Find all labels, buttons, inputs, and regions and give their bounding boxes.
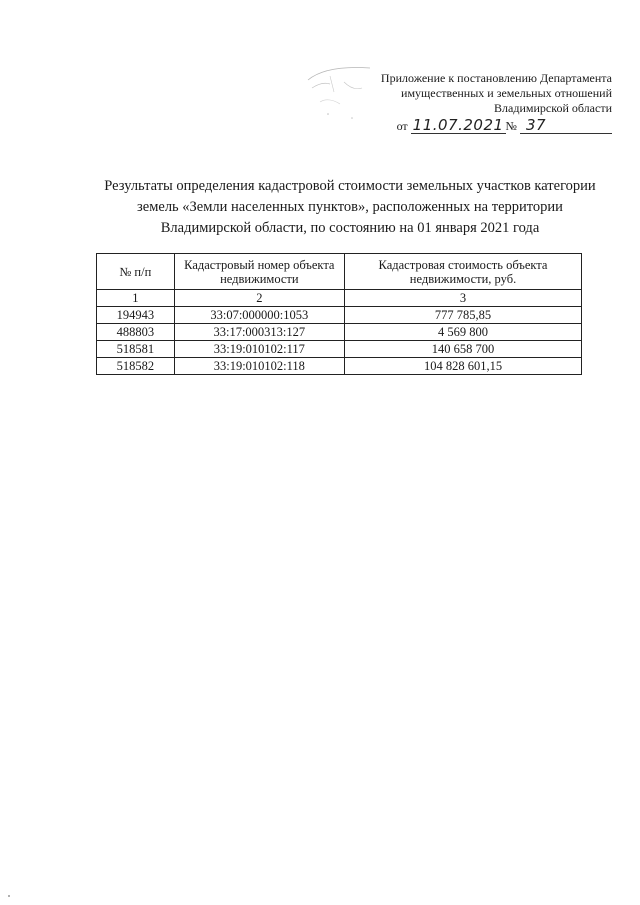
row-number: 518582	[97, 358, 175, 375]
table-row	[97, 358, 582, 375]
cadastral-number: 33:19:010102:117	[174, 341, 344, 358]
document-title	[60, 176, 640, 239]
table-row	[97, 324, 582, 341]
date-prefix: от	[396, 119, 408, 133]
cadastral-number: 33:17:000313:127	[174, 324, 344, 341]
row-number: 488803	[97, 324, 175, 341]
title-line-1: Результаты определения кадастровой стоимости земельных участков категории	[104, 178, 596, 194]
cadastral-number: 33:07:000000:1053	[174, 307, 344, 324]
cadastral-number: 33:19:010102:118	[174, 358, 344, 375]
header-number: № п/п	[97, 254, 175, 290]
header-cadastral-number: Кадастровый номер объекта недвижимости	[174, 254, 344, 290]
column-number: 2	[174, 290, 344, 307]
title-line-3: Владимирской области, по состоянию на 01 января 2021 года	[160, 220, 540, 236]
table-header-row	[97, 254, 582, 290]
row-number: 518581	[97, 341, 175, 358]
table-row	[97, 307, 582, 324]
table-row	[97, 341, 582, 358]
scan-speck	[8, 895, 10, 897]
cadastral-value: 777 785,85	[345, 307, 582, 324]
cadastral-value: 104 828 601,15	[345, 358, 582, 375]
title-line-2: земель «Земли населенных пунктов», расположенных на территории	[137, 199, 563, 215]
column-number: 3	[345, 290, 582, 307]
cadastral-value: 4 569 800	[345, 324, 582, 341]
handwritten-date: 11.07.2021	[412, 116, 504, 134]
column-number: 1	[97, 290, 175, 307]
appendix-line-2: имущественных и земельных отношений	[401, 86, 612, 100]
header-cadastral-value: Кадастровая стоимость объекта недвижимости, руб.	[345, 254, 582, 290]
appendix-line-1: Приложение к постановлению Департамента	[380, 71, 612, 85]
row-number: 194943	[97, 307, 175, 324]
appendix-line-3: Владимирской области	[494, 101, 612, 115]
column-number-row	[97, 290, 582, 307]
cadastral-value: 140 658 700	[345, 341, 582, 358]
number-prefix: №	[505, 119, 517, 133]
handwritten-number: 37	[520, 118, 612, 134]
appendix-reference	[332, 118, 612, 134]
appendix-header	[332, 71, 612, 134]
cadastral-value-table	[96, 253, 582, 375]
